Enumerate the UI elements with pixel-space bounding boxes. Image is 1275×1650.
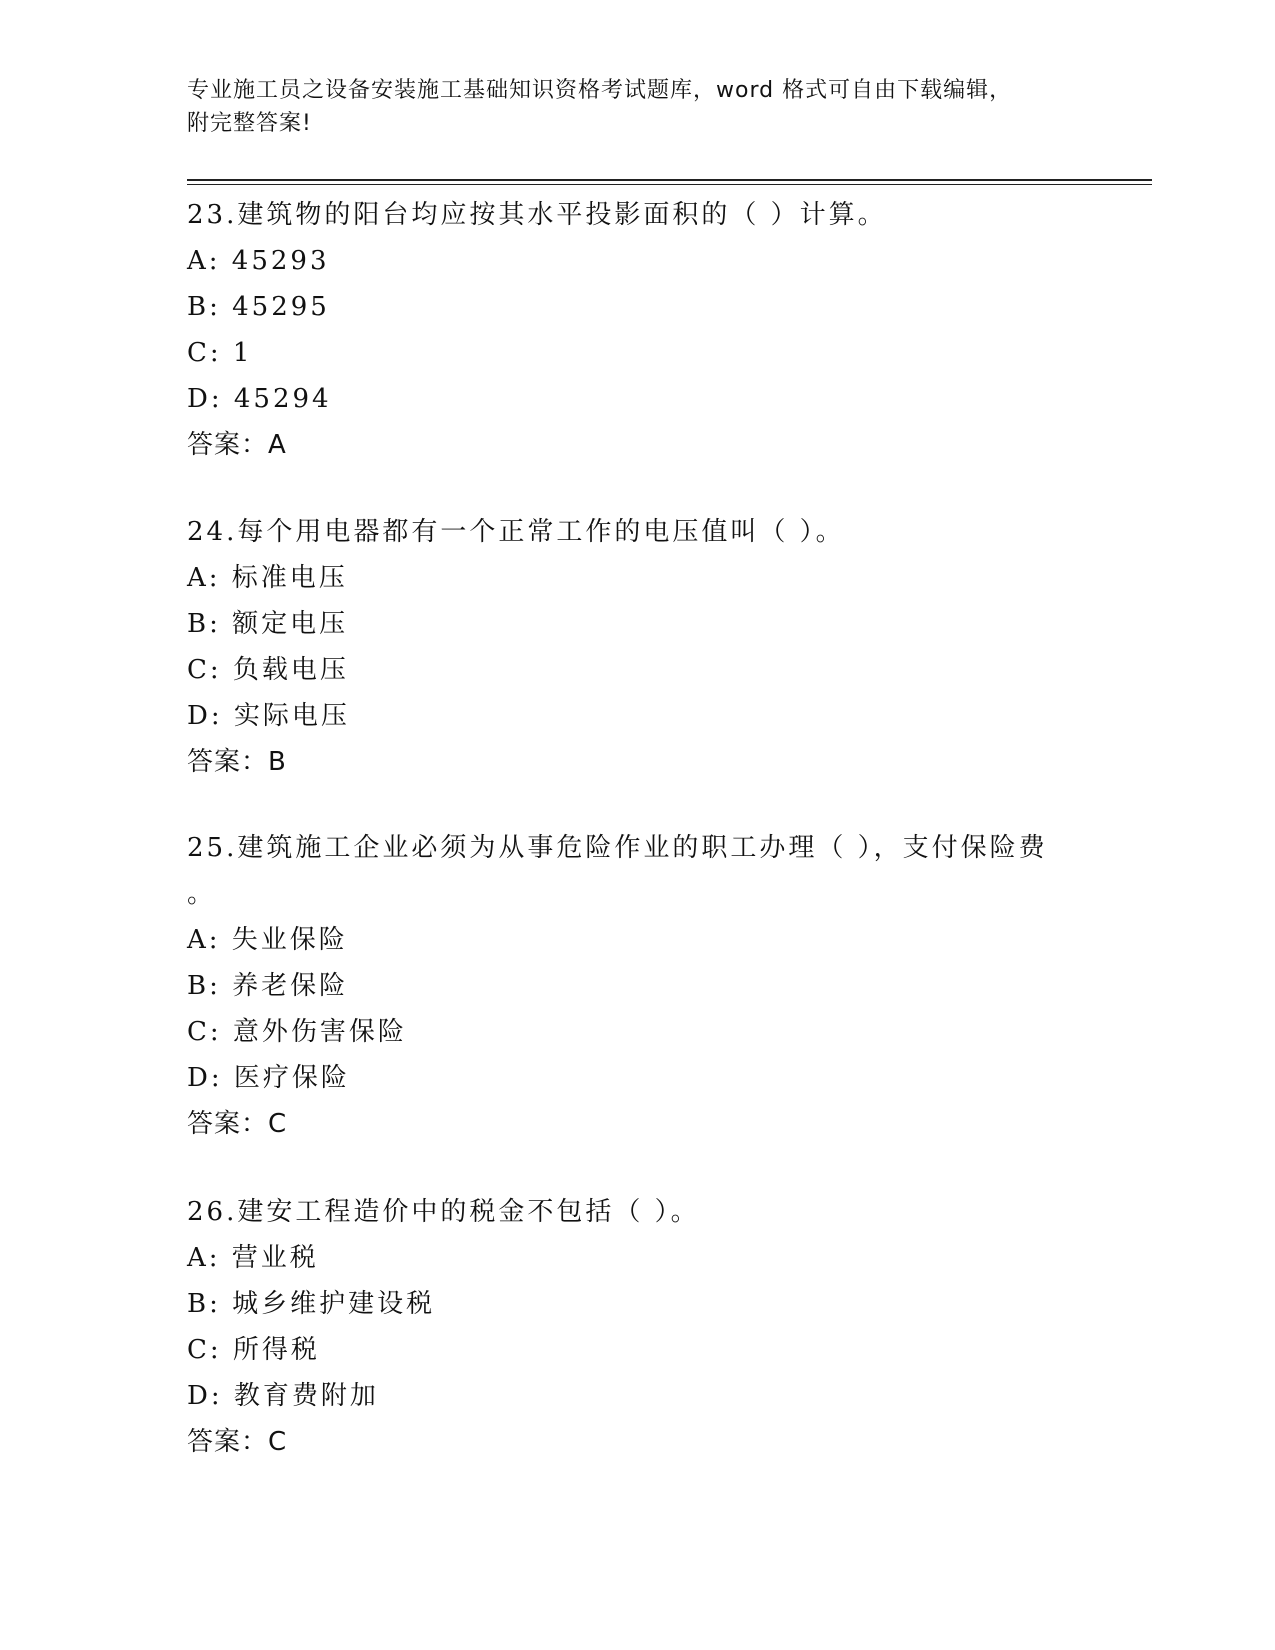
question-stem: 24.每个用电器都有一个正常工作的电压值叫（ ）。 (187, 517, 845, 547)
option-c: C: 所得税 (187, 1335, 320, 1365)
answer: 答案：C (187, 1427, 288, 1457)
header-line-1: 专业施工员之设备安装施工基础知识资格考试题库，word 格式可自由下载编辑， (187, 78, 1013, 103)
option-c: C: 意外伤害保险 (187, 1017, 407, 1047)
header-divider-thick (187, 179, 1152, 181)
question-23 (187, 192, 1087, 468)
option-a: A: 标准电压 (187, 563, 348, 593)
option-a: A: 失业保险 (187, 925, 348, 955)
option-d: D: 45294 (187, 384, 332, 414)
option-b: B: 城乡维护建设税 (187, 1289, 436, 1319)
answer: 答案：B (187, 747, 287, 777)
header-divider-thin (187, 184, 1152, 185)
option-d: D: 实际电压 (187, 701, 350, 731)
header-line-2: 附完整答案! (187, 111, 312, 136)
question-stem: 25.建筑施工企业必须为从事危险作业的职工办理（ ），支付保险费 。 (187, 833, 1048, 909)
option-c: C: 负载电压 (187, 655, 349, 685)
question-26 (187, 1189, 1087, 1465)
option-a: A: 营业税 (187, 1243, 319, 1273)
option-b: B: 养老保险 (187, 971, 349, 1001)
option-d: D: 医疗保险 (187, 1063, 350, 1093)
option-c: C: 1 (187, 338, 253, 368)
question-25 (187, 825, 1087, 1147)
option-d: D: 教育费附加 (187, 1381, 379, 1411)
question-stem: 23.建筑物的阳台均应按其水平投影面积的（ ）计算。 (187, 200, 887, 230)
option-b: B: 45295 (187, 292, 330, 322)
answer: 答案：C (187, 1109, 288, 1139)
question-24 (187, 509, 1087, 785)
option-b: B: 额定电压 (187, 609, 349, 639)
document-header (187, 74, 1067, 140)
question-stem: 26.建安工程造价中的税金不包括（ ）。 (187, 1197, 700, 1227)
answer: 答案：A (187, 430, 287, 460)
option-a: A: 45293 (187, 246, 330, 276)
